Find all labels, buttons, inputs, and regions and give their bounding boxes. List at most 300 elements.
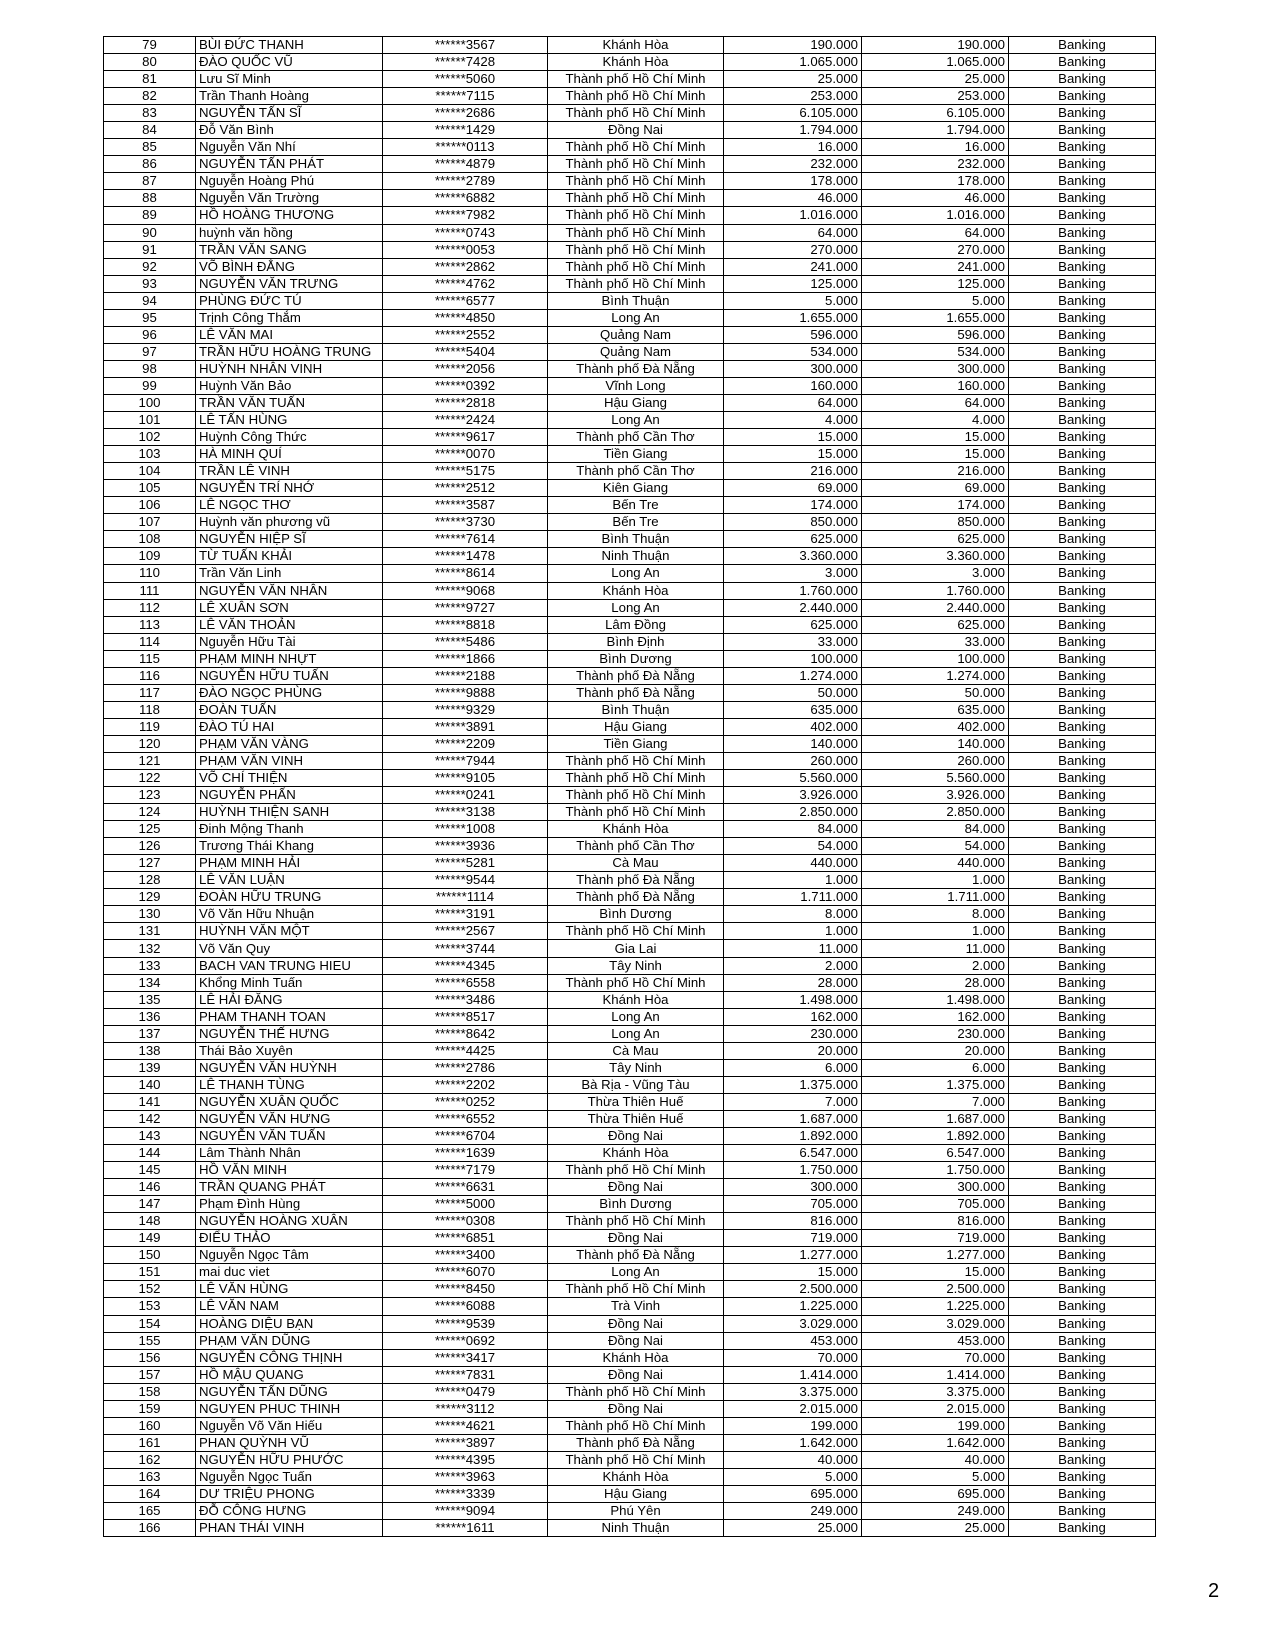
account-name-cell: NGUYỄN VĂN HUỲNH [196,1059,383,1076]
table-row [104,616,1156,633]
table-row [104,940,1156,957]
account-number-cell: ******9539 [383,1315,548,1332]
account-name-cell: ĐÀO TÚ HAI [196,718,383,735]
amount-cell: 69.000 [724,480,862,497]
account-name-cell: TRẦN HỮU HOÀNG TRUNG [196,343,383,360]
amount-cell: 100.000 [724,650,862,667]
row-number-cell: 104 [104,463,196,480]
table-row [104,514,1156,531]
payment-method-cell: Banking [1009,514,1156,531]
total-amount-cell: 2.850.000 [862,804,1009,821]
account-number-cell: ******4345 [383,957,548,974]
row-number-cell: 127 [104,855,196,872]
total-amount-cell: 1.687.000 [862,1110,1009,1127]
account-number-cell: ******7831 [383,1366,548,1383]
row-number-cell: 142 [104,1110,196,1127]
table-row [104,241,1156,258]
row-number-cell: 140 [104,1076,196,1093]
row-number-cell: 116 [104,667,196,684]
account-name-cell: NGUYỄN VĂN TUẤN [196,1128,383,1145]
account-name-cell: Huỳnh Văn Bảo [196,377,383,394]
total-amount-cell: 2.000 [862,957,1009,974]
total-amount-cell: 25.000 [862,71,1009,88]
province-cell: Trà Vinh [548,1298,724,1315]
payment-method-cell: Banking [1009,497,1156,514]
table-row [104,633,1156,650]
payment-method-cell: Banking [1009,1417,1156,1434]
table-row [104,1213,1156,1230]
province-cell: Tiền Giang [548,735,724,752]
payment-method-cell: Banking [1009,1230,1156,1247]
amount-cell: 7.000 [724,1093,862,1110]
payment-method-cell: Banking [1009,957,1156,974]
total-amount-cell: 270.000 [862,241,1009,258]
table-row [104,173,1156,190]
total-amount-cell: 20.000 [862,1042,1009,1059]
account-number-cell: ******3897 [383,1434,548,1451]
table-row [104,1434,1156,1451]
table-row [104,139,1156,156]
total-amount-cell: 70.000 [862,1349,1009,1366]
amount-cell: 1.277.000 [724,1247,862,1264]
payment-method-cell: Banking [1009,770,1156,787]
payment-method-cell: Banking [1009,190,1156,207]
account-name-cell: HÀ MINH QUÍ [196,446,383,463]
table-row [104,463,1156,480]
row-number-cell: 93 [104,275,196,292]
table-row [104,480,1156,497]
account-number-cell: ******1008 [383,821,548,838]
account-name-cell: NGUYỄN PHẤN [196,787,383,804]
total-amount-cell: 50.000 [862,684,1009,701]
account-name-cell: LÊ VĂN NAM [196,1298,383,1315]
account-name-cell: BACH VAN TRUNG HIEU [196,957,383,974]
account-name-cell: HUỲNH THIỆN SANH [196,804,383,821]
row-number-cell: 96 [104,326,196,343]
account-number-cell: ******2567 [383,923,548,940]
payment-method-cell: Banking [1009,173,1156,190]
account-number-cell: ******7179 [383,1162,548,1179]
payment-method-cell: Banking [1009,616,1156,633]
province-cell: Thành phố Hồ Chí Minh [548,173,724,190]
table-row [104,190,1156,207]
account-name-cell: PHAN THÁI VINH [196,1520,383,1537]
payment-method-cell: Banking [1009,394,1156,411]
amount-cell: 705.000 [724,1196,862,1213]
row-number-cell: 125 [104,821,196,838]
province-cell: Bến Tre [548,497,724,514]
account-number-cell: ******3417 [383,1349,548,1366]
province-cell: Đồng Nai [548,1366,724,1383]
account-name-cell: Nguyễn Võ Văn Hiếu [196,1417,383,1434]
row-number-cell: 157 [104,1366,196,1383]
payment-method-cell: Banking [1009,923,1156,940]
payment-method-cell: Banking [1009,156,1156,173]
total-amount-cell: 216.000 [862,463,1009,480]
row-number-cell: 101 [104,412,196,429]
account-number-cell: ******3936 [383,838,548,855]
payment-method-cell: Banking [1009,531,1156,548]
amount-cell: 453.000 [724,1332,862,1349]
table-row [104,377,1156,394]
province-cell: Thành phố Đà Nẵng [548,667,724,684]
payment-method-cell: Banking [1009,701,1156,718]
account-name-cell: TRẦN VĂN TUẤN [196,394,383,411]
row-number-cell: 113 [104,616,196,633]
payment-method-cell: Banking [1009,258,1156,275]
account-number-cell: ******9094 [383,1503,548,1520]
table-row [104,1503,1156,1520]
table-row [104,889,1156,906]
row-number-cell: 147 [104,1196,196,1213]
payment-method-cell: Banking [1009,599,1156,616]
payment-method-cell: Banking [1009,37,1156,54]
total-amount-cell: 3.926.000 [862,787,1009,804]
amount-cell: 8.000 [724,906,862,923]
province-cell: Thành phố Hồ Chí Minh [548,241,724,258]
payment-method-cell: Banking [1009,667,1156,684]
province-cell: Tây Ninh [548,1059,724,1076]
total-amount-cell: 705.000 [862,1196,1009,1213]
province-cell: Khánh Hòa [548,991,724,1008]
province-cell: Thành phố Đà Nẵng [548,360,724,377]
table-row [104,122,1156,139]
row-number-cell: 120 [104,735,196,752]
account-name-cell: HUỲNH NHÂN VINH [196,360,383,377]
account-name-cell: Nguyễn Ngọc Tuấn [196,1468,383,1485]
table-row [104,650,1156,667]
account-name-cell: NGUYỄN THẾ HƯNG [196,1025,383,1042]
row-number-cell: 166 [104,1520,196,1537]
row-number-cell: 143 [104,1128,196,1145]
account-number-cell: ******8517 [383,1008,548,1025]
amount-cell: 1.375.000 [724,1076,862,1093]
row-number-cell: 105 [104,480,196,497]
payment-method-cell: Banking [1009,650,1156,667]
province-cell: Khánh Hòa [548,1349,724,1366]
row-number-cell: 94 [104,292,196,309]
total-amount-cell: 33.000 [862,633,1009,650]
province-cell: Thành phố Cần Thơ [548,463,724,480]
amount-cell: 70.000 [724,1349,862,1366]
row-number-cell: 111 [104,582,196,599]
account-number-cell: ******3587 [383,497,548,514]
amount-cell: 3.926.000 [724,787,862,804]
row-number-cell: 110 [104,565,196,582]
total-amount-cell: 300.000 [862,360,1009,377]
account-number-cell: ******3339 [383,1485,548,1502]
payment-method-cell: Banking [1009,548,1156,565]
payment-method-cell: Banking [1009,1281,1156,1298]
amount-cell: 28.000 [724,974,862,991]
account-name-cell: PHÙNG ĐỨC TÚ [196,292,383,309]
table-row [104,1093,1156,1110]
province-cell: Đồng Nai [548,1315,724,1332]
amount-cell: 20.000 [724,1042,862,1059]
amount-cell: 50.000 [724,684,862,701]
total-amount-cell: 160.000 [862,377,1009,394]
province-cell: Đồng Nai [548,1128,724,1145]
row-number-cell: 82 [104,88,196,105]
account-name-cell: HỒ MẬU QUANG [196,1366,383,1383]
total-amount-cell: 46.000 [862,190,1009,207]
total-amount-cell: 2.500.000 [862,1281,1009,1298]
province-cell: Thành phố Hồ Chí Minh [548,804,724,821]
account-number-cell: ******2789 [383,173,548,190]
row-number-cell: 152 [104,1281,196,1298]
table-row [104,224,1156,241]
row-number-cell: 106 [104,497,196,514]
payment-method-cell: Banking [1009,1076,1156,1093]
table-row [104,957,1156,974]
table-row [104,684,1156,701]
account-number-cell: ******6851 [383,1230,548,1247]
total-amount-cell: 1.414.000 [862,1366,1009,1383]
amount-cell: 2.000 [724,957,862,974]
account-number-cell: ******6882 [383,190,548,207]
table-row [104,1230,1156,1247]
table-row [104,804,1156,821]
amount-cell: 162.000 [724,1008,862,1025]
amount-cell: 1.892.000 [724,1128,862,1145]
table-row [104,1400,1156,1417]
amount-cell: 1.642.000 [724,1434,862,1451]
row-number-cell: 135 [104,991,196,1008]
table-row [104,821,1156,838]
province-cell: Ninh Thuận [548,1520,724,1537]
table-row [104,752,1156,769]
total-amount-cell: 16.000 [862,139,1009,156]
payment-method-cell: Banking [1009,275,1156,292]
table-row [104,1485,1156,1502]
province-cell: Thành phố Đà Nẵng [548,1434,724,1451]
account-number-cell: ******8450 [383,1281,548,1298]
account-name-cell: LÊ VĂN THOẢN [196,616,383,633]
payment-method-cell: Banking [1009,1400,1156,1417]
table-row [104,991,1156,1008]
account-name-cell: Trần Thanh Hoàng [196,88,383,105]
total-amount-cell: 1.498.000 [862,991,1009,1008]
account-number-cell: ******3191 [383,906,548,923]
amount-cell: 402.000 [724,718,862,735]
account-number-cell: ******3112 [383,1400,548,1417]
payment-method-cell: Banking [1009,855,1156,872]
total-amount-cell: 816.000 [862,1213,1009,1230]
account-name-cell: mai duc viet [196,1264,383,1281]
province-cell: Hậu Giang [548,1485,724,1502]
total-amount-cell: 4.000 [862,412,1009,429]
total-amount-cell: 402.000 [862,718,1009,735]
table-row [104,360,1156,377]
table-row [104,1315,1156,1332]
amount-cell: 190.000 [724,37,862,54]
province-cell: Thành phố Hồ Chí Minh [548,923,724,940]
total-amount-cell: 596.000 [862,326,1009,343]
row-number-cell: 163 [104,1468,196,1485]
table-row [104,1162,1156,1179]
account-number-cell: ******8818 [383,616,548,633]
account-name-cell: Thái Bảo Xuyên [196,1042,383,1059]
total-amount-cell: 11.000 [862,940,1009,957]
account-name-cell: Phạm Đình Hùng [196,1196,383,1213]
total-amount-cell: 2.440.000 [862,599,1009,616]
table-row [104,974,1156,991]
table-row [104,1042,1156,1059]
table-row [104,718,1156,735]
payment-method-cell: Banking [1009,207,1156,224]
amount-cell: 2.440.000 [724,599,862,616]
table-row [104,565,1156,582]
table-row [104,1110,1156,1127]
province-cell: Bình Thuận [548,701,724,718]
account-name-cell: huỳnh văn hồng [196,224,383,241]
account-name-cell: Võ Văn Quy [196,940,383,957]
amount-cell: 260.000 [724,752,862,769]
amount-cell: 140.000 [724,735,862,752]
account-number-cell: ******2818 [383,394,548,411]
account-name-cell: TRẦN QUANG PHÁT [196,1179,383,1196]
province-cell: Kiên Giang [548,480,724,497]
amount-cell: 3.000 [724,565,862,582]
account-number-cell: ******0392 [383,377,548,394]
province-cell: Thừa Thiên Huế [548,1093,724,1110]
total-amount-cell: 100.000 [862,650,1009,667]
account-number-cell: ******5000 [383,1196,548,1213]
payment-method-cell: Banking [1009,1349,1156,1366]
province-cell: Long An [548,309,724,326]
province-cell: Bình Thuận [548,531,724,548]
table-row [104,412,1156,429]
row-number-cell: 81 [104,71,196,88]
account-name-cell: Lưu Sĩ Minh [196,71,383,88]
account-name-cell: NGUYỄN TRÍ NHỚ [196,480,383,497]
total-amount-cell: 5.000 [862,292,1009,309]
amount-cell: 635.000 [724,701,862,718]
province-cell: Thành phố Hồ Chí Minh [548,770,724,787]
table-row [104,71,1156,88]
account-number-cell: ******4395 [383,1451,548,1468]
row-number-cell: 87 [104,173,196,190]
row-number-cell: 109 [104,548,196,565]
account-name-cell: PHAM THANH TOAN [196,1008,383,1025]
table-row [104,1332,1156,1349]
payment-method-cell: Banking [1009,309,1156,326]
total-amount-cell: 15.000 [862,446,1009,463]
amount-cell: 2.015.000 [724,1400,862,1417]
total-amount-cell: 1.642.000 [862,1434,1009,1451]
row-number-cell: 160 [104,1417,196,1434]
total-amount-cell: 719.000 [862,1230,1009,1247]
account-number-cell: ******3963 [383,1468,548,1485]
amount-cell: 1.687.000 [724,1110,862,1127]
account-number-cell: ******9727 [383,599,548,616]
amount-cell: 6.105.000 [724,105,862,122]
table-row [104,429,1156,446]
total-amount-cell: 1.750.000 [862,1162,1009,1179]
total-amount-cell: 162.000 [862,1008,1009,1025]
payment-method-cell: Banking [1009,71,1156,88]
province-cell: Thành phố Đà Nẵng [548,1247,724,1264]
account-name-cell: Khổng Minh Tuấn [196,974,383,991]
payment-method-cell: Banking [1009,54,1156,71]
total-amount-cell: 140.000 [862,735,1009,752]
row-number-cell: 84 [104,122,196,139]
row-number-cell: 107 [104,514,196,531]
amount-cell: 15.000 [724,429,862,446]
row-number-cell: 132 [104,940,196,957]
amount-cell: 1.016.000 [724,207,862,224]
account-number-cell: ******4850 [383,309,548,326]
total-amount-cell: 5.560.000 [862,770,1009,787]
total-amount-cell: 15.000 [862,1264,1009,1281]
table-row [104,394,1156,411]
account-number-cell: ******2056 [383,360,548,377]
payment-method-cell: Banking [1009,446,1156,463]
total-amount-cell: 534.000 [862,343,1009,360]
account-name-cell: Trịnh Công Thắm [196,309,383,326]
account-name-cell: ĐOÀN TUẤN [196,701,383,718]
row-number-cell: 80 [104,54,196,71]
account-name-cell: LÊ VĂN HÙNG [196,1281,383,1298]
payment-method-cell: Banking [1009,412,1156,429]
total-amount-cell: 125.000 [862,275,1009,292]
account-name-cell: NGUYỄN CÔNG THỊNH [196,1349,383,1366]
province-cell: Thành phố Hồ Chí Minh [548,1417,724,1434]
account-name-cell: NGUYEN PHUC THINH [196,1400,383,1417]
amount-cell: 1.000 [724,923,862,940]
table-row [104,156,1156,173]
table-row [104,1076,1156,1093]
province-cell: Thành phố Hồ Chí Minh [548,1451,724,1468]
account-name-cell: NGUYỄN TẤN SĨ [196,105,383,122]
amount-cell: 199.000 [724,1417,862,1434]
account-name-cell: Đinh Mộng Thanh [196,821,383,838]
row-number-cell: 122 [104,770,196,787]
account-number-cell: ******0479 [383,1383,548,1400]
total-amount-cell: 25.000 [862,1520,1009,1537]
table-row [104,599,1156,616]
row-number-cell: 131 [104,923,196,940]
row-number-cell: 124 [104,804,196,821]
amount-cell: 5.000 [724,1468,862,1485]
total-amount-cell: 2.015.000 [862,1400,1009,1417]
account-number-cell: ******6552 [383,1110,548,1127]
table-row [104,1145,1156,1162]
account-name-cell: Trương Thái Khang [196,838,383,855]
province-cell: Long An [548,565,724,582]
province-cell: Khánh Hòa [548,1468,724,1485]
row-number-cell: 123 [104,787,196,804]
table-row [104,1298,1156,1315]
payment-method-cell: Banking [1009,377,1156,394]
province-cell: Bình Dương [548,650,724,667]
amount-cell: 178.000 [724,173,862,190]
amount-cell: 1.760.000 [724,582,862,599]
province-cell: Long An [548,1008,724,1025]
account-number-cell: ******2188 [383,667,548,684]
payment-method-cell: Banking [1009,940,1156,957]
account-name-cell: LÊ XUÂN SƠN [196,599,383,616]
amount-cell: 850.000 [724,514,862,531]
amount-cell: 1.414.000 [724,1366,862,1383]
row-number-cell: 129 [104,889,196,906]
total-amount-cell: 3.000 [862,565,1009,582]
amount-cell: 4.000 [724,412,862,429]
payment-method-cell: Banking [1009,241,1156,258]
account-number-cell: ******4879 [383,156,548,173]
account-name-cell: LÊ TẤN HÙNG [196,412,383,429]
payment-method-cell: Banking [1009,224,1156,241]
